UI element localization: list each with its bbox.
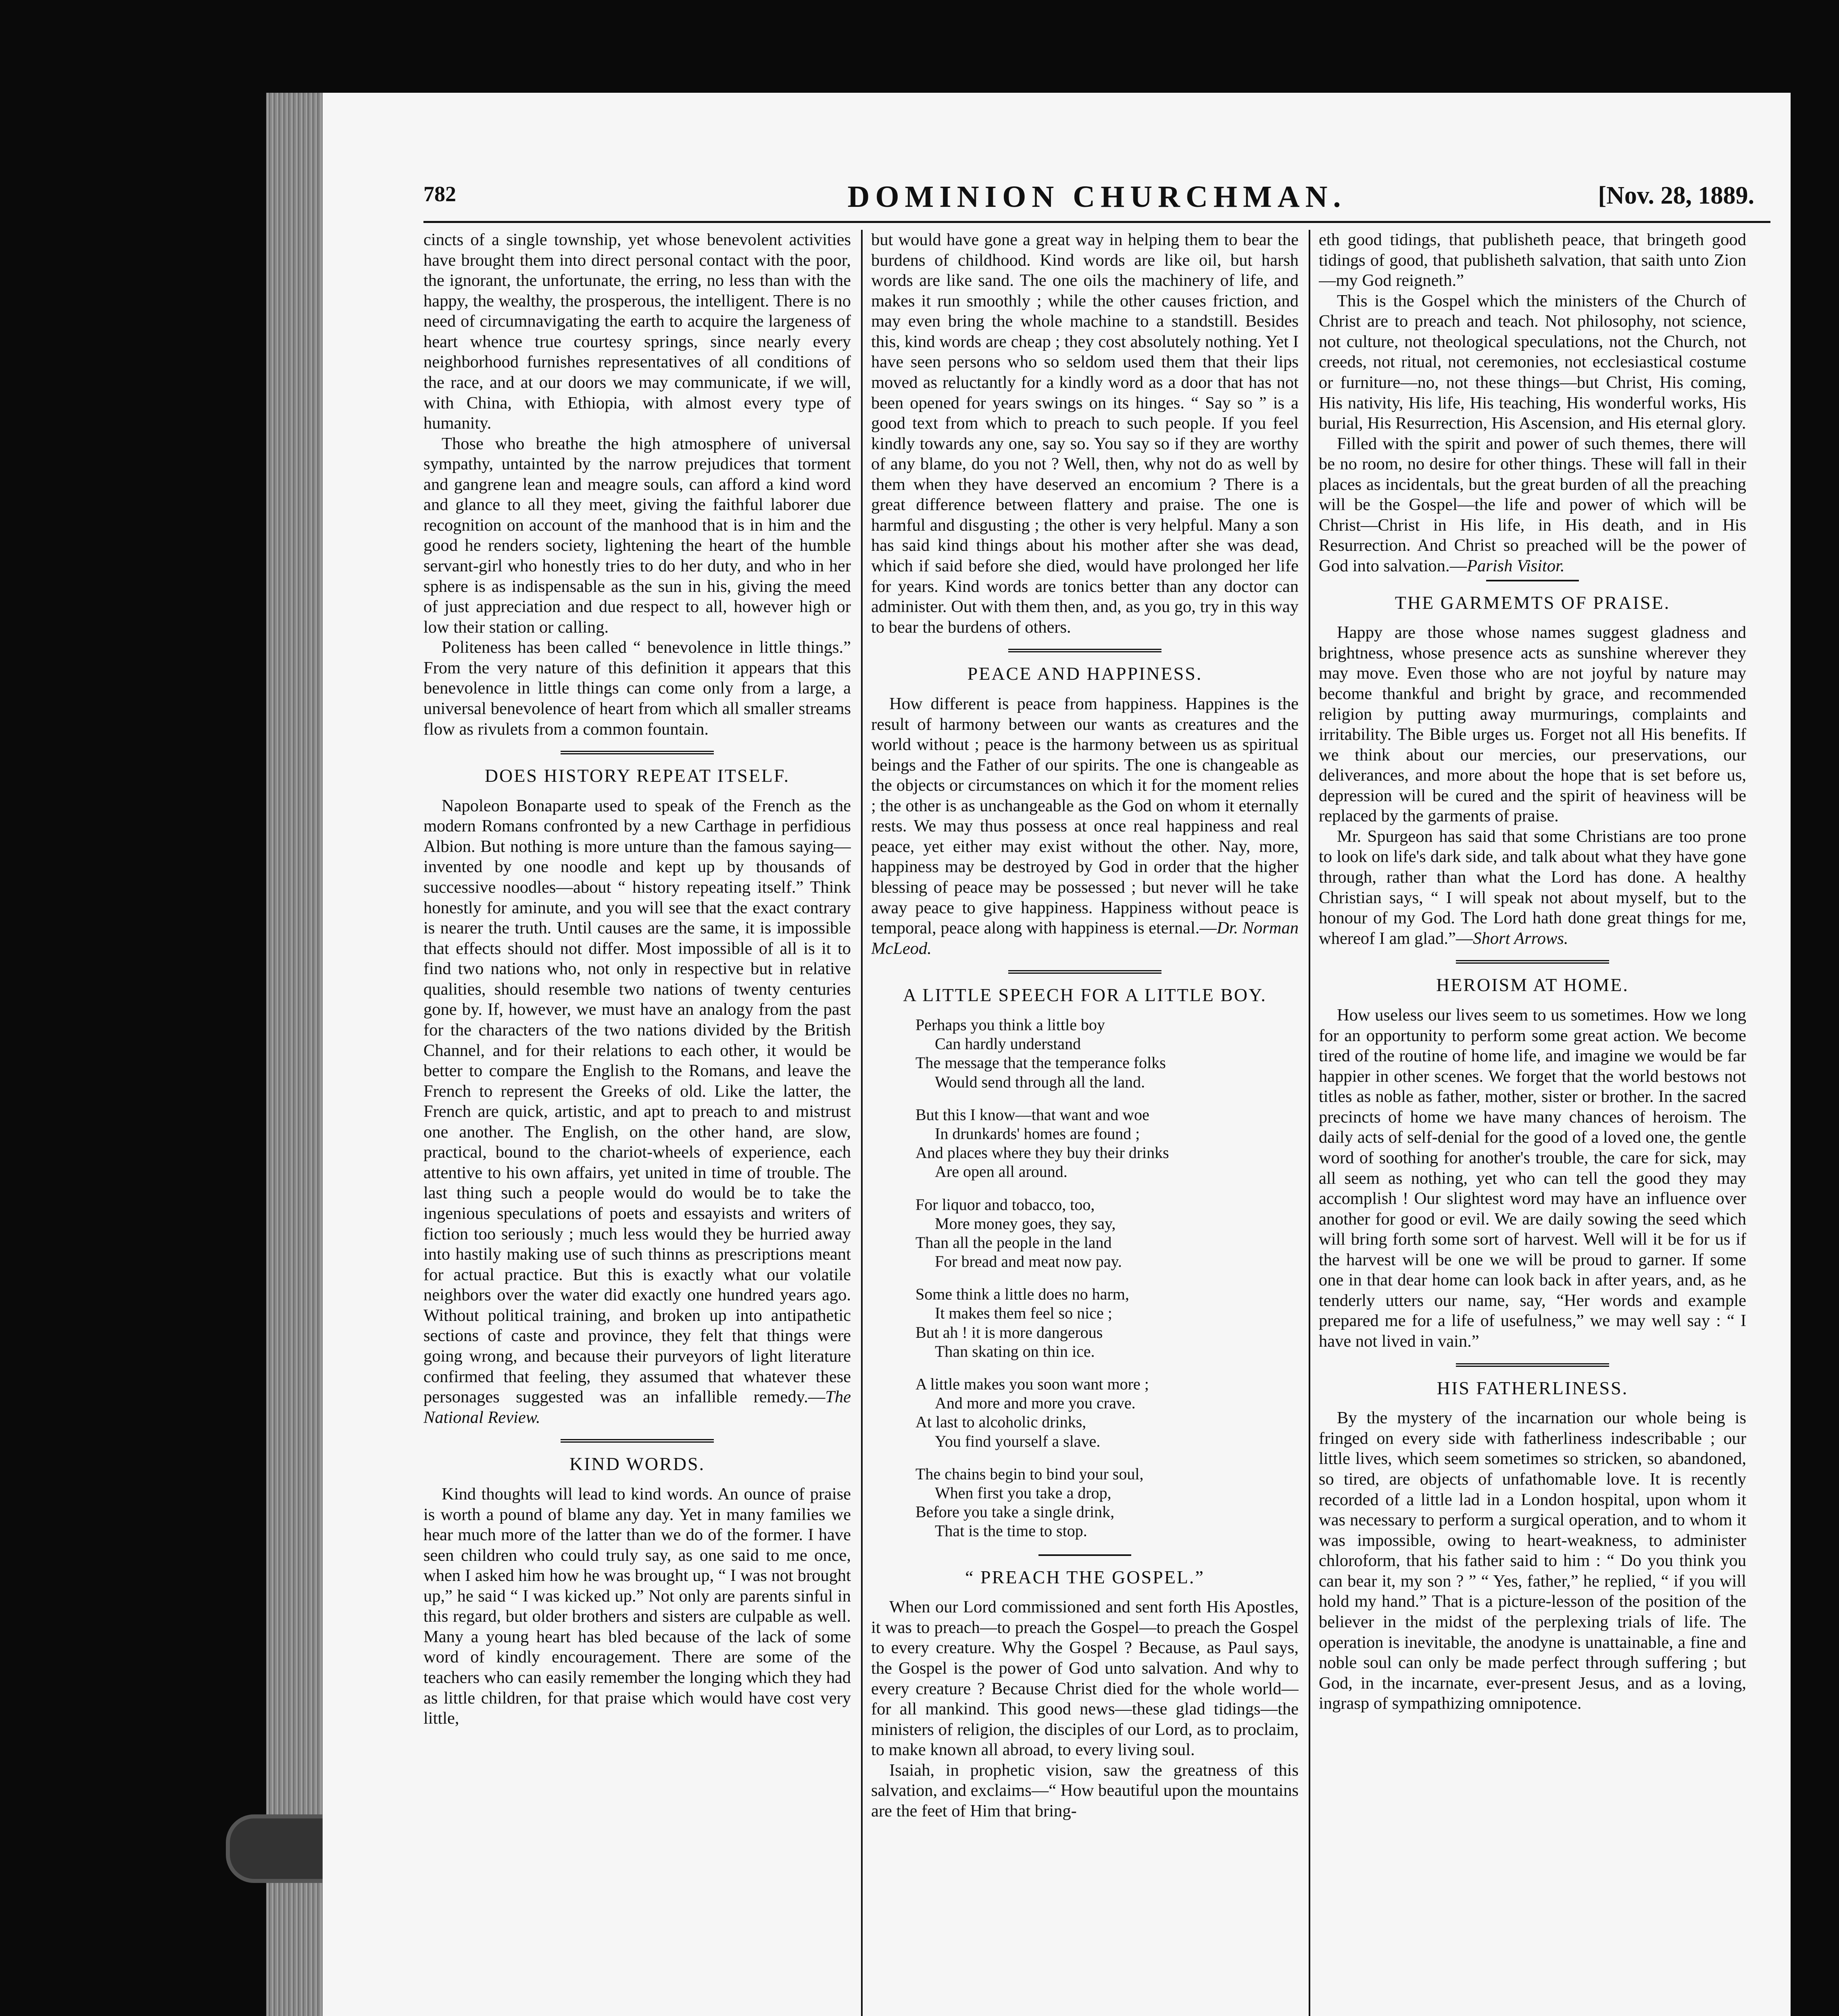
article-paragraph <box>423 796 851 1428</box>
poem-line: And places where they buy their drinks <box>915 1143 1169 1162</box>
section-rule <box>1486 580 1579 581</box>
poem-line: In drunkards' homes are found ; <box>935 1124 1140 1143</box>
poem-stanza <box>915 1464 1299 1541</box>
poem-line: Would send through all the land. <box>935 1073 1145 1091</box>
article-paragraph: Kind thoughts will lead to kind words. An ounce of praise is worth a pound of blame any day. Yet in many families we hear much more of the latter than we do of the former. I have seen children who could truly say, as one said to me once, when I asked him how he was brought up, “ I was not brought up,” he said “ I was kicked up.” Not only are parents sinful in this regard, but older brothers and sisters are culpable as well. Many a young heart has bled because of the lack of some word of kindly encouragement. There are some of the teachers who can easily remember the longing which they had as little children, for that praise which would have cost very little, <box>423 1484 851 1728</box>
poem-line: That is the time to stop. <box>935 1522 1087 1540</box>
poem-line: The chains begin to bind your soul, <box>915 1464 1144 1483</box>
article-paragraph: cincts of a single township, yet whose benevolent activities have brought them into direct personal contact with the poor, the ignorant, the unfortunate, the erring, no less than with the happy, the wealthy, the prosperous, the intelligent. There is no need of circumnavigating the earth to acquire the largeness of heart whence true courtesy springs, since nearly every neighborhood furnishes representatives of all conditions of the race, and at our doors we may communicate, if we will, with China, with Ethiopia, with almost every type of humanity. <box>423 230 851 433</box>
article-paragraph: Those who breathe the high atmosphere of universal sympathy, untainted by the narrow prejudices that torment and gangrene lean and meagre souls, can afford a kind word and glance to all they meet, giving the faithful laborer due recognition on account of the manhood that is in him and the good he renders society, lightening the heart of the humble servant-girl who honestly tries to do her duty, and who in her sphere is as indispensable as the sun in his, giving the meed of just appreciation and due respect to all, however high or low their station or calling. <box>423 434 851 637</box>
article-title-peace: PEACE AND HAPPINESS. <box>967 663 1203 684</box>
poem-stanza <box>915 1195 1299 1271</box>
poem-line: And more and more you crave. <box>935 1394 1136 1412</box>
article-paragraph: When our Lord commissioned and sent forth His Apostles, it was to preach—to preach the Gospel—to preach the Gospel to every creature. Why the Gospel ? Because, as Paul says, the Gospel is the power of God unto salvation. And why to every creature ? Because Christ died for the whole world—for all mankind. This good news—these glad tidings—the ministers of religion, the disciples of our Lord, as to proclaim, to make known all abroad, to every living soul. <box>871 1597 1299 1760</box>
article-title-kind-words: KIND WORDS. <box>569 1454 705 1475</box>
article-paragraph <box>1319 827 1746 949</box>
article-text: How different is peace from happiness. Happines is the result of harmony between our wants as creatures and the world without ; peace is the harmony between us as spiritual beings and the Father of our spirits. The one is changeable as the objects or circumstances on which it for the moment relies ; the other is as unchangeable as the God on whom it eternally rests. We may thus possess at once real happiness and real peace, yet either may exist without the other. Nay, more, happiness may be destroyed by God in order that the higher blessing of peace may be possessed ; but never will he take away peace to give happiness. Happiness without peace is temporal, peace along with happiness is eternal.— <box>871 694 1299 938</box>
section-rule <box>561 1439 714 1443</box>
article-text: Mr. Spurgeon has said that some Christians are too prone to look on life's dark side, and talk about what they have gone through, rather than what the Lord has done. A healthy Christian says, “ I will speak not about myself, but to the honour of my God. The Lord hath done great things for me, whereof I am glad.”— <box>1319 827 1746 948</box>
poem-line: A little makes you soon want more ; <box>915 1375 1149 1393</box>
poem-line: Can hardly understand <box>935 1035 1081 1053</box>
section-rule <box>1038 1554 1131 1556</box>
column-3 <box>1319 230 1746 2016</box>
article-paragraph: By the mystery of the incarnation our whole being is fringed on every side with fatherliness indescribable ; our little lives, which seem sometimes so stricken, so abandoned, so tired, are objects of unfathomable love. It is recently recorded of a little lad in a London hospital, upon whom it was necessary to perform a surgical operation, and to whom it was impossible, owing to heart-weakness, to administer chloroform, that his father said to him : “ Do you think you can bear it, my son ? ” “ Yes, father,” he replied, “ if you will hold my hand.” That is a picture-lesson of the position of the believer in the midst of the perplexing trials of life. The operation is inevitable, the anodyne is unattainable, a fine and noble soul can only be made perfect through suffering ; but God, in the incarnate, ever-present Jesus, and as a loving, ingrasp of sympathizing omnipotence. <box>1319 1408 1746 1713</box>
issue-date: [Nov. 28, 1889. <box>1598 182 1754 209</box>
column-2 <box>871 230 1299 2016</box>
poem <box>915 1015 1299 1541</box>
poem-line: Perhaps you think a little boy <box>915 1016 1105 1034</box>
poem-line: Are open all around. <box>935 1162 1068 1181</box>
poem-line: But this I know—that want and woe <box>915 1105 1149 1124</box>
article-text: Napoleon Bonaparte used to speak of the French as the modern Romans confronted by a new Carthage in perfidious Albion. But nothing is more unture than the famous saying—invented by one noodle and kept up by thousands of successive noodles—about “ history repeating itself.” Think honestly for aminute, and you will see that the exact contrary is nearer the truth. Until causes are the same, it is impossible that effects should not differ. Most impossible of all is it to find two nations who, not only in respective but in relative qualities, should resemble two nations of twenty centuries gone by. If, however, we must have an analogy from the past for the characters of the two nations divided by the British Channel, and for their relations to each other, it would be better to compare the English to the Romans, and leave the French to represent the Greeks of old. Like the latter, the French are quick, artistic, and apt to preach to and mistrust one another. The English, on the other hand, are slow, practical, bound to the chariot-wheels of experience, each attentive to his own affairs, yet united in time of trouble. The last thing such a people would do would be to take the ingenious speculations of poets and essayists and writers of fiction too seriously ; much less would they be hurried away into hastily making use of such thinns as prescriptions meant for actual practice. But this is exactly what our volatile neighbors over the water did exactly one hundred years ago. Without political training, and broken up into antipathetic sections of caste and province, they felt that things were going wrong, and because their purveyors of light literature confirmed that feeling, they assumed that whatever these personages suggested was an infallible remedy.— <box>423 796 851 1407</box>
poem-stanza <box>915 1285 1299 1361</box>
poem-stanza <box>915 1015 1299 1091</box>
article-title-history: DOES HISTORY REPEAT ITSELF. <box>484 765 790 786</box>
column-1 <box>423 230 851 2016</box>
article-paragraph: but would have gone a great way in helping them to bear the burdens of childhood. Kind words are like oil, but harsh words are like sand. The one oils the machinery of life, and makes it run smoothly ; while the other causes friction, and may even bring the whole machine to a standstill. Besides this, kind words are cheap ; they cost absolutely nothing. Yet I have seen persons who so seldom used them that their lips moved as reluctantly for a kindly word as a door that has not been opened for years swings on its hinges. “ Say so ” is a good text from which to preach to such people. If you feel kindly towards any one, say so. You say so if they are worthy of any blame, do you not ? Well, then, why not do as well by them when they have deserved an encomium ? There is a great difference between flattery and praise. The one is harmful and disgusting ; the other is very helpful. Many a son has said kind things about his mother after she was dead, which if said before she died, would have prolonged her life for years. Kind words are tonics better than any doctor can administer. Out with them then, and, as you go, try in this way to bear the burdens of others. <box>871 230 1299 637</box>
article-text: Filled with the spirit and power of such themes, there will be no room, no desire for other things. These will fall in their places as incidentals, but the great burden of all the preaching will be the Gospel—the life and power of which will be Christ—Christ in His life, in His death, and in His Resurrection. And Christ so preached will be the power of God into salvation.— <box>1319 434 1746 575</box>
section-rule <box>1456 960 1609 964</box>
article-source: Short Arrows. <box>1473 929 1568 948</box>
header-rule <box>423 221 1770 223</box>
article-title-fatherliness: HIS FATHERLINESS. <box>1437 1377 1628 1398</box>
article-paragraph: Isaiah, in prophetic vision, saw the greatness of this salvation, and exclaims—“ How beautiful upon the mountains are the feet of Him that bring- <box>871 1760 1299 1820</box>
poem-line: Than all the people in the land <box>915 1233 1112 1252</box>
article-paragraph <box>871 694 1299 959</box>
article-paragraph: How useless our lives seem to us sometimes. How we long for an opportunity to perform some great action. We become tired of the routine of home life, and imagine we would be far happier in other scenes. We forget that the world bestows not titles as noble as father, mother, sister or brother. In the sacred precincts of home we have many chances of heroism. The daily acts of self-denial for the good of a loved one, the gentle word of soothing for another's trouble, the care for sick, may all seem as nothing, yet who can tell the good they may accomplish ! Our slightest word may have an influence over another for good or evil. We are daily sowing the seed which will bring forth some sort of harvest. Well will it be for us if the harvest will be one we will be proud to garner. If some one in that dear home can look back in after years, and, as he tenderly utters our name, say, “Her words and example prepared me for a life of usefulness,” we may well say : “ I have not lived in vain.” <box>1319 1006 1746 1351</box>
article-title-heroism: HEROISM AT HOME. <box>1436 975 1629 996</box>
section-rule <box>561 751 714 754</box>
article-paragraph: eth good tidings, that publisheth peace, that bringeth good tidings of good, that publisheth salvation, that saith unto Zion—my God reigneth.” <box>1319 230 1746 290</box>
poem-line: At last to alcoholic drinks, <box>915 1413 1086 1431</box>
poem-line: It makes them feel so nice ; <box>935 1304 1112 1322</box>
poem-line: The message that the temperance folks <box>915 1054 1166 1072</box>
article-source: Dr. Norman McLeod. <box>871 918 1299 958</box>
poem-line: But ah ! it is more dangerous <box>915 1323 1103 1341</box>
article-paragraph: Politeness has been called “ benevolence in little things.” From the very nature of this definition it appears that this benevolence in little things can come only from a large, a universal benevolence of heart from which all smaller streams flow as rivulets from a common fountain. <box>423 638 851 739</box>
article-title-preach-gospel: “ PREACH THE GOSPEL.” <box>965 1566 1205 1587</box>
poem-line: Before you take a single drink, <box>915 1503 1115 1521</box>
poem-line: You find yourself a slave. <box>935 1432 1101 1450</box>
page-header <box>423 177 1754 218</box>
section-rule <box>1008 649 1161 652</box>
article-paragraph: Happy are those whose names suggest gladness and brightness, whose presence acts as sunshine wherever they may move. Even those who are not joyful by nature may become thankful and bright by grace, and recommended religion by putting away murmurings, complaints and irritability. The Bible urges us. Forget not all His benefits. If we think about our mercies, our preservations, our deliverances, and more about the hope that is set before us, depression will be cured and the spirit of heaviness will be replaced by the garments of praise. <box>1319 623 1746 826</box>
article-source: Parish Visitor. <box>1467 556 1565 575</box>
section-rule <box>1008 970 1161 974</box>
article-paragraph: This is the Gospel which the ministers of the Church of Christ are to preach and teach. Not philosophy, not science, not culture, not theological speculations, not the Church, not creeds, not ritual, not ceremonies, not ecclesiastical costume or furniture—no, not these things—but Christ, His coming, His nativity, His life, His teaching, His wonderful works, His burial, His Resurrection, His Ascension, and His eternal glory. <box>1319 291 1746 433</box>
article-paragraph <box>1319 434 1746 577</box>
masthead-title: DOMINION CHURCHMAN. <box>847 180 1347 214</box>
article-source: The National Review. <box>423 1387 851 1427</box>
page-number: 782 <box>423 182 456 206</box>
section-rule <box>1456 1363 1609 1367</box>
book-page-edges <box>266 93 327 2016</box>
column-divider <box>1309 230 1310 2016</box>
poem-line: More money goes, they say, <box>935 1214 1116 1233</box>
poem-line: Than skating on thin ice. <box>935 1342 1095 1360</box>
poem-line: When first you take a drop, <box>935 1483 1111 1502</box>
poem-stanza <box>915 1105 1299 1181</box>
article-title-little-speech: A LITTLE SPEECH FOR A LITTLE BOY. <box>903 985 1267 1006</box>
poem-line: For liquor and tobacco, too, <box>915 1195 1095 1214</box>
poem-line: For bread and meat now pay. <box>935 1252 1122 1271</box>
column-divider <box>861 230 863 2016</box>
poem-stanza <box>915 1375 1299 1451</box>
article-title-garments: THE GARMEMTS OF PRAISE. <box>1395 592 1670 613</box>
poem-line: Some think a little does no harm, <box>915 1285 1129 1304</box>
newspaper-page <box>323 93 1791 2016</box>
